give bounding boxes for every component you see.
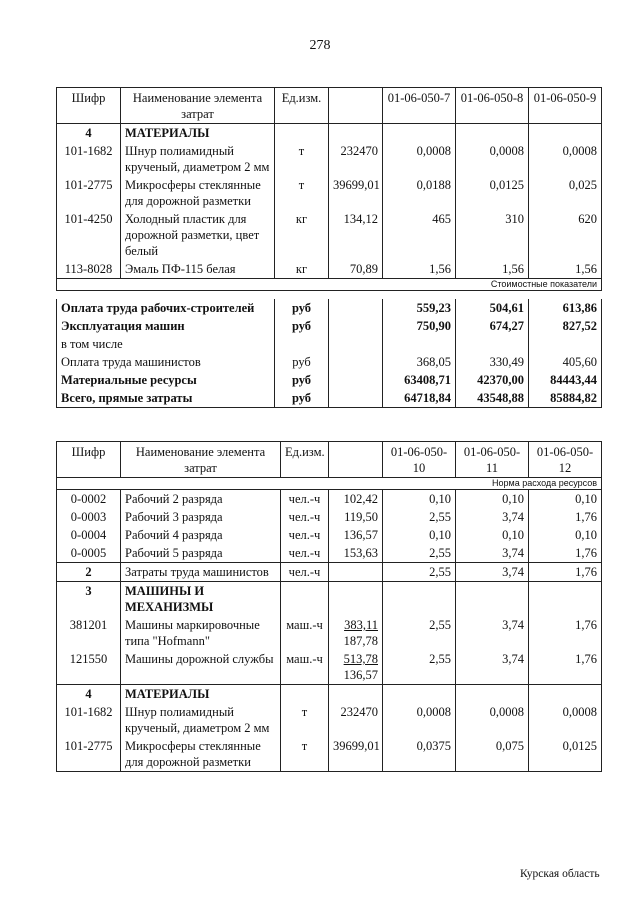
header-col-1: 01-06-050-10 [383, 442, 456, 478]
row-unit: кг [275, 260, 329, 279]
row-code: 4 [57, 685, 121, 704]
row-value-2: 0,0125 [456, 176, 529, 210]
table-header-row [57, 88, 602, 124]
row-value-1: 0,0188 [383, 176, 456, 210]
row-value-2: 3,74 [456, 508, 529, 526]
summary-value-2: 330,49 [456, 353, 529, 371]
summary-row [57, 389, 602, 408]
row-price: 70,89 [329, 260, 383, 279]
row-code: 101-4250 [57, 210, 121, 260]
row-value-1: 0,10 [383, 526, 456, 544]
row-value-2: 3,74 [456, 544, 529, 563]
row-name: МАТЕРИАЛЫ [121, 124, 275, 143]
row-name: Машины маркировочные типа "Hofmann" [121, 616, 281, 650]
row-code: 101-1682 [57, 703, 121, 737]
table-row [57, 685, 602, 704]
row-name: Микросферы стеклянные для дорожной разметки [121, 737, 281, 772]
page-number: 278 [309, 38, 331, 53]
row-value-2: 0,0008 [456, 703, 529, 737]
row-value-3: 0,025 [529, 176, 602, 210]
row-value-1: 465 [383, 210, 456, 260]
row-name: Микросферы стеклянные для дорожной разметки [121, 176, 275, 210]
summary-unit: руб [275, 317, 329, 335]
row-price: 232470 [329, 142, 383, 176]
row-price [329, 616, 383, 650]
row-value-1: 0,0008 [383, 703, 456, 737]
row-value-2: 0,0008 [456, 142, 529, 176]
row-value-2: 0,10 [456, 490, 529, 509]
row-value-1: 2,55 [383, 563, 456, 582]
row-price: 153,63 [329, 544, 383, 563]
row-price-main: 383,11 [344, 618, 378, 632]
summary-value-1: 368,05 [383, 353, 456, 371]
row-price: 119,50 [329, 508, 383, 526]
row-value-1: 0,0375 [383, 737, 456, 772]
summary-value-3: 827,52 [529, 317, 602, 335]
summary-name: Эксплуатация машин [57, 317, 275, 335]
row-price [329, 650, 383, 685]
summary-value-3: 85884,82 [529, 389, 602, 408]
row-value-2: 3,74 [456, 650, 529, 685]
row-price: 39699,01 [329, 176, 383, 210]
summary-value-1: 63408,71 [383, 371, 456, 389]
summary-unit: руб [275, 389, 329, 408]
row-name: Рабочий 4 разряда [121, 526, 281, 544]
summary-value-3: 84443,44 [529, 371, 602, 389]
row-value-2: 0,10 [456, 526, 529, 544]
summary-value-3: 405,60 [529, 353, 602, 371]
row-value-3: 0,0008 [529, 703, 602, 737]
row-value-3: 1,76 [529, 544, 602, 563]
row-unit: кг [275, 210, 329, 260]
header-price [329, 442, 383, 478]
row-name: Машины дорожной службы [121, 650, 281, 685]
row-code: 0-0002 [57, 490, 121, 509]
row-value-3: 0,10 [529, 490, 602, 509]
row-name: Шнур полиамидный крученый, диаметром 2 мм [121, 703, 281, 737]
resource-table-1 [56, 87, 602, 291]
table-row [57, 508, 602, 526]
header-col-3: 01-06-050-9 [529, 88, 602, 124]
summary-value-2: 43548,88 [456, 389, 529, 408]
row-value-1: 0,10 [383, 490, 456, 509]
table-row [57, 260, 602, 279]
summary-row [57, 371, 602, 389]
row-unit: чел.-ч [281, 544, 329, 563]
header-name: Наименование элемента затрат [121, 442, 281, 478]
summary-name: Всего, прямые затраты [57, 389, 275, 408]
summary-value-1: 559,23 [383, 299, 456, 317]
summary-unit: руб [275, 371, 329, 389]
table-caption-row [57, 478, 602, 490]
table-caption: Стоимостные показатели [57, 279, 602, 291]
table-row [57, 737, 602, 772]
table-row [57, 544, 602, 563]
summary-row [57, 299, 602, 317]
summary-value-1: 750,90 [383, 317, 456, 335]
row-code: 3 [57, 582, 121, 617]
table-caption-row [57, 279, 602, 291]
row-value-2: 3,74 [456, 563, 529, 582]
resource-table-2 [56, 441, 602, 772]
row-price-secondary: 136,57 [343, 668, 378, 682]
row-unit: чел.-ч [281, 563, 329, 582]
summary-value-2: 42370,00 [456, 371, 529, 389]
summary-table [56, 299, 602, 408]
row-price: 136,57 [329, 526, 383, 544]
header-unit: Ед.изм. [281, 442, 329, 478]
table-row [57, 176, 602, 210]
summary-row [57, 335, 602, 353]
summary-unit: руб [275, 299, 329, 317]
row-code: 381201 [57, 616, 121, 650]
row-code: 0-0003 [57, 508, 121, 526]
row-name: Затраты труда машинистов [121, 563, 281, 582]
row-name: МАШИНЫ И МЕХАНИЗМЫ [121, 582, 281, 617]
row-value-2: 1,56 [456, 260, 529, 279]
header-col-2: 01-06-050-11 [456, 442, 529, 478]
summary-value-1: 64718,84 [383, 389, 456, 408]
row-value-1: 2,55 [383, 508, 456, 526]
row-code: 121550 [57, 650, 121, 685]
summary-name: в том числе [57, 335, 275, 353]
row-name: Холодный пластик для дорожной разметки, цвет белый [121, 210, 275, 260]
row-name: Шнур полиамидный крученый, диаметром 2 мм [121, 142, 275, 176]
row-unit: т [281, 737, 329, 772]
row-value-2: 3,74 [456, 616, 529, 650]
row-value-1: 2,55 [383, 544, 456, 563]
header-unit: Ед.изм. [275, 88, 329, 124]
row-value-1: 0,0008 [383, 142, 456, 176]
row-name: Рабочий 3 разряда [121, 508, 281, 526]
row-unit: маш.-ч [281, 650, 329, 685]
header-code: Шифр [57, 442, 121, 478]
row-price: 39699,01 [329, 737, 383, 772]
summary-row [57, 353, 602, 371]
row-value-3: 620 [529, 210, 602, 260]
row-unit: чел.-ч [281, 490, 329, 509]
table-row [57, 703, 602, 737]
row-value-1: 2,55 [383, 650, 456, 685]
row-price: 134,12 [329, 210, 383, 260]
row-code: 113-8028 [57, 260, 121, 279]
row-code: 0-0005 [57, 544, 121, 563]
summary-name: Материальные ресурсы [57, 371, 275, 389]
row-code: 2 [57, 563, 121, 582]
header-name: Наименование элемента затрат [121, 88, 275, 124]
row-code: 101-2775 [57, 737, 121, 772]
row-price [329, 563, 383, 582]
row-value-3: 1,76 [529, 650, 602, 685]
row-code: 0-0004 [57, 526, 121, 544]
row-value-1: 1,56 [383, 260, 456, 279]
row-unit: чел.-ч [281, 508, 329, 526]
summary-value-2: 504,61 [456, 299, 529, 317]
header-col-2: 01-06-050-8 [456, 88, 529, 124]
table-row [57, 650, 602, 685]
row-code: 101-2775 [57, 176, 121, 210]
row-value-3: 1,76 [529, 563, 602, 582]
row-value-3: 0,10 [529, 526, 602, 544]
row-value-1: 2,55 [383, 616, 456, 650]
row-code: 101-1682 [57, 142, 121, 176]
row-name: Рабочий 2 разряда [121, 490, 281, 509]
table-row [57, 142, 602, 176]
row-code: 4 [57, 124, 121, 143]
table-caption: Норма расхода ресурсов [57, 478, 602, 490]
row-value-2: 310 [456, 210, 529, 260]
row-price: 232470 [329, 703, 383, 737]
summary-unit: руб [275, 353, 329, 371]
row-name: Рабочий 5 разряда [121, 544, 281, 563]
table-row [57, 526, 602, 544]
row-unit: чел.-ч [281, 526, 329, 544]
row-price-secondary: 187,78 [343, 634, 378, 648]
header-col-3: 01-06-050-12 [529, 442, 602, 478]
row-unit: т [275, 142, 329, 176]
table-row [57, 563, 602, 582]
row-value-3: 0,0125 [529, 737, 602, 772]
row-value-3: 1,56 [529, 260, 602, 279]
row-price: 102,42 [329, 490, 383, 509]
header-price [329, 88, 383, 124]
summary-name: Оплата труда машинистов [57, 353, 275, 371]
row-unit: маш.-ч [281, 616, 329, 650]
summary-value-2: 674,27 [456, 317, 529, 335]
row-value-3: 1,76 [529, 508, 602, 526]
footer-region: Курская область [520, 868, 600, 880]
row-unit: т [281, 703, 329, 737]
table-row [57, 616, 602, 650]
table-row [57, 582, 602, 617]
summary-row [57, 317, 602, 335]
row-name: МАТЕРИАЛЫ [121, 685, 281, 704]
header-col-1: 01-06-050-7 [383, 88, 456, 124]
table-header-row [57, 442, 602, 478]
row-name: Эмаль ПФ-115 белая [121, 260, 275, 279]
row-value-2: 0,075 [456, 737, 529, 772]
table-row [57, 210, 602, 260]
summary-name: Оплата труда рабочих-строителей [57, 299, 275, 317]
summary-value-3: 613,86 [529, 299, 602, 317]
row-value-3: 0,0008 [529, 142, 602, 176]
table-row [57, 124, 602, 143]
table-row [57, 490, 602, 509]
header-code: Шифр [57, 88, 121, 124]
row-unit: т [275, 176, 329, 210]
row-value-3: 1,76 [529, 616, 602, 650]
row-price-main: 513,78 [343, 652, 378, 666]
